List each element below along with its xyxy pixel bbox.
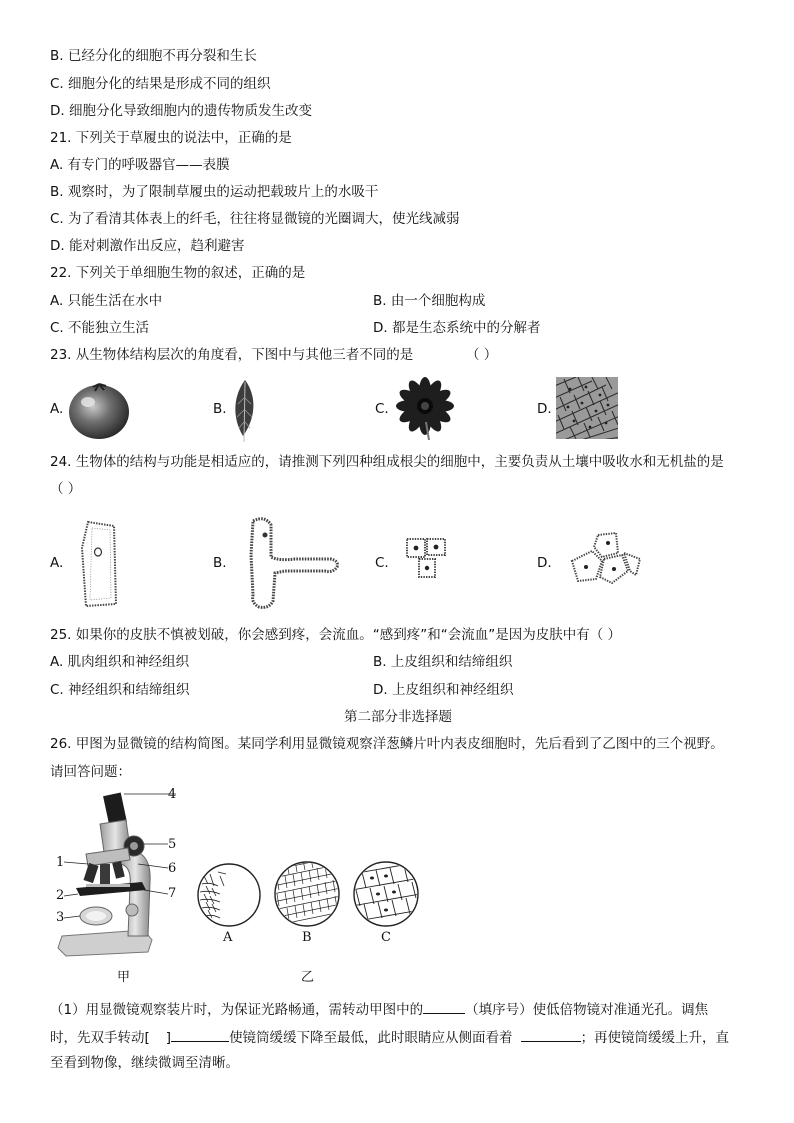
q26-part1-text-f: ；再使镜筒缓缓上升，直: [580, 1030, 730, 1046]
q22-option-d: D. 都是生态系统中的分解者: [373, 320, 541, 336]
q21-option-a: A. 有专门的呼吸器官——表膜: [50, 157, 230, 173]
q24-answer-paren: （ ）: [50, 481, 82, 497]
q23-answer-paren: （ ）: [466, 347, 498, 363]
q22-stem: 22. 下列关于单细胞生物的叙述，正确的是: [50, 265, 306, 281]
q23-label-c: C.: [375, 401, 389, 417]
root-cell-c-image: [405, 537, 451, 583]
q26-blank-3[interactable]: [521, 1027, 581, 1042]
leaf-image: [230, 378, 260, 444]
q26-part1-text-e: 使镜筒缓缓下降至最低，此时眼睛应从侧面看着: [229, 1030, 513, 1046]
q22-option-b: B. 由一个细胞构成: [373, 293, 486, 309]
caption-jia: 甲: [117, 970, 131, 985]
q21-option-b: B. 观察时，为了限制草履虫的运动把载玻片上的水吸干: [50, 184, 379, 200]
root-hair-cell-image: [245, 515, 341, 613]
view-label-a: A: [223, 930, 233, 945]
q26-part1-text-c: 时，先双手转动[: [50, 1030, 150, 1046]
q24-stem: 24. 生物体的结构与功能是相适应的，请推测下列四种组成根尖的细胞中，主要负责从土壤中吸收水和无机盐的是: [50, 454, 724, 470]
q24-label-c: C.: [375, 555, 389, 571]
q26-stem-line1: 26. 甲图为显微镜的结构简图。某同学利用显微镜观察洋葱鳞片叶内表皮细胞时，先后看到了乙图中的三个视野。: [50, 736, 724, 752]
q25-option-a: A. 肌肉组织和神经组织: [50, 654, 190, 670]
q26-stem-line2: 请回答问题：: [50, 764, 131, 780]
microscope-label-7: 7: [168, 886, 177, 901]
q24-label-d: D.: [537, 555, 552, 571]
view-label-c: C: [381, 930, 391, 945]
q26-part1-line1: [50, 999, 708, 1019]
q26-blank-1[interactable]: [423, 999, 465, 1014]
q25-stem: 25. 如果你的皮肤不慎被划破，你会感到疼，会流血。“感到疼”和“会流血”是因为皮肤中有（ ）: [50, 627, 622, 643]
q20-option-b: B. 已经分化的细胞不再分裂和生长: [50, 48, 257, 64]
q20-option-d: D. 细胞分化导致细胞内的遗传物质发生改变: [50, 103, 312, 119]
view-label-b: B: [302, 930, 312, 945]
flower-image: [393, 376, 457, 442]
field-of-view-b: [273, 860, 341, 928]
q22-option-a: A. 只能生活在水中: [50, 293, 163, 309]
microscope-label-2: 2: [56, 888, 65, 903]
field-of-view-a: [196, 862, 262, 928]
part2-heading: 第二部分非选择题: [344, 709, 452, 725]
caption-yi: 乙: [301, 970, 315, 985]
root-cell-a-image: [78, 518, 120, 610]
q25-option-c: C. 神经组织和结缔组织: [50, 682, 190, 698]
q23-label-b: B.: [213, 401, 227, 417]
q22-option-c: C. 不能独立生活: [50, 320, 150, 336]
q21-stem: 21. 下列关于草履虫的说法中，正确的是: [50, 130, 292, 146]
q24-label-a: A.: [50, 555, 64, 571]
q23-stem: 23. 从生物体结构层次的角度看，下图中与其他三者不同的是: [50, 347, 414, 363]
field-of-view-c: [352, 860, 420, 928]
q25-option-d: D. 上皮组织和神经组织: [373, 682, 514, 698]
tomato-image: [66, 378, 132, 440]
q21-option-d: D. 能对刺激作出反应，趋利避害: [50, 238, 245, 254]
tissue-image: [556, 377, 618, 439]
q23-label-a: A.: [50, 401, 64, 417]
q25-option-b: B. 上皮组织和结缔组织: [373, 654, 513, 670]
q26-part1-line3: 至看到物像，继续微调至清晰。: [50, 1055, 239, 1071]
q21-option-c: C. 为了看清其体表上的纤毛，往往将显微镜的光圈调大，使光线减弱: [50, 211, 460, 227]
q23-label-d: D.: [537, 401, 552, 417]
q26-part1-text-a: （1）用显微镜观察装片时，为保证光路畅通，需转动甲图中的: [50, 1002, 424, 1018]
q26-part1-line2: [50, 1027, 729, 1047]
q26-part1-text-b: （填序号）使低倍物镜对准通光孔。调焦: [465, 1002, 709, 1018]
q24-label-b: B.: [213, 555, 227, 571]
microscope-label-6: 6: [168, 861, 177, 876]
q26-part1-text-d: ]: [165, 1030, 172, 1046]
microscope-label-5: 5: [168, 837, 177, 852]
microscope-label-1: 1: [56, 855, 65, 870]
q26-blank-2[interactable]: [171, 1027, 229, 1042]
q20-option-c: C. 细胞分化的结果是形成不同的组织: [50, 76, 271, 92]
root-cell-d-image: [568, 531, 644, 587]
microscope-label-4: 4: [168, 787, 177, 802]
microscope-label-3: 3: [56, 910, 65, 925]
